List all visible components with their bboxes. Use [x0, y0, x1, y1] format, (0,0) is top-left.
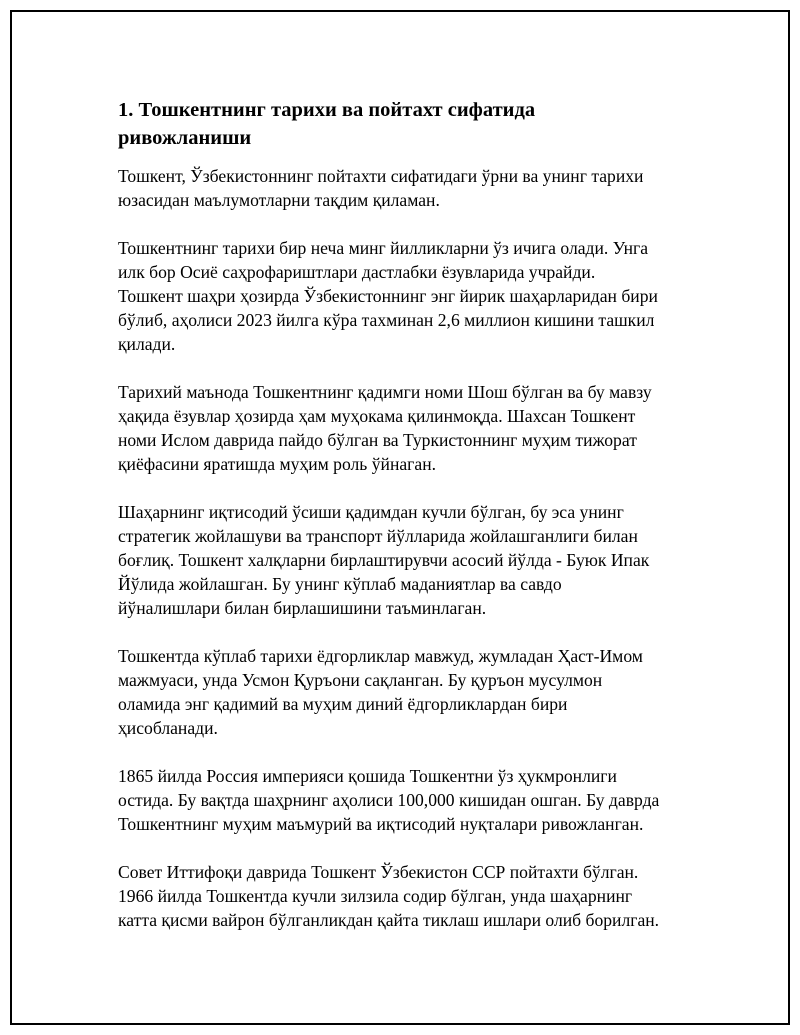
- title-line: ривожланиши: [118, 127, 252, 149]
- paragraph-ancient-name: [118, 380, 698, 476]
- text-line: юзасидан маълумотларни тақдим қиламан.: [118, 190, 440, 210]
- text-line: йўналишлари билан бирлашишини таъминлаган.: [118, 598, 487, 618]
- text-line: Совет Иттифоқи даврида Тошкент Ўзбекистон ССР пойтахти бўлган.: [118, 862, 639, 882]
- text-line: Тошкент шаҳри ҳозирда Ўзбекистоннинг энг йирик шаҳарларидан бири: [118, 286, 658, 306]
- text-line: оламида энг қадимий ва муҳим диний ёдгорликлардан бири: [118, 694, 568, 714]
- text-line: қилади.: [118, 334, 176, 354]
- text-line: стратегик жойлашуви ва транспорт йўлларида жойлашганлиги билан: [118, 526, 638, 546]
- paragraph-russian-empire: [118, 764, 698, 836]
- paragraph-intro: [118, 164, 698, 212]
- text-line: катта қисми вайрон бўлганликдан қайта тиклаш ишлари олиб борилган.: [118, 910, 660, 930]
- text-line: Тошкент, Ўзбекистоннинг пойтахти сифатидаги ўрни ва унинг тарихи: [118, 166, 644, 186]
- text-line: ҳақида ёзувлар ҳозирда ҳам муҳокама қилинмоқда. Шахсан Тошкент: [118, 406, 636, 426]
- text-line: Йўлида жойлашган. Бу унинг кўплаб маданиятлар ва савдо: [118, 574, 562, 594]
- title-line: 1. Тошкентнинг тарихи ва пойтахт сифатида: [118, 99, 536, 121]
- text-line: остида. Бу вақтда шаҳрнинг аҳолиси 100,000 кишидан ошган. Бу даврда: [118, 790, 660, 810]
- text-line: Тошкентнинг муҳим маъмурий ва иқтисодий нуқталари ривожланган.: [118, 814, 644, 834]
- text-line: Шаҳарнинг иқтисодий ўсиши қадимдан кучли бўлган, бу эса унинг: [118, 502, 624, 522]
- text-line: ҳисобланади.: [118, 718, 218, 738]
- text-line: 1966 йилда Тошкентда кучли зилзила содир бўлган, унда шаҳарнинг: [118, 886, 633, 906]
- document-page: [10, 10, 790, 1025]
- text-line: Тарихий маънода Тошкентнинг қадимги номи Шош бўлган ва бу мавзу: [118, 382, 652, 402]
- text-line: илк бор Осиё саҳрофариштлари дастлабки ёзувларида учрайди.: [118, 262, 596, 282]
- text-line: бўлиб, аҳолиси 2023 йилга кўра тахминан 2,6 миллион кишини ташкил: [118, 310, 655, 330]
- text-line: мажмуаси, унда Усмон Қуръони сақланган. Бу қуръон мусулмон: [118, 670, 603, 690]
- paragraph-history: [118, 236, 698, 356]
- text-line: боғлиқ. Тошкент халқларни бирлаштирувчи асосий йўлда - Буюк Ипак: [118, 550, 650, 570]
- text-line: Тошкентнинг тарихи бир неча минг йилликларни ўз ичига олади. Унга: [118, 238, 649, 258]
- paragraph-economy: [118, 500, 698, 620]
- paragraph-soviet-era: [118, 860, 698, 932]
- section-title: [118, 96, 698, 152]
- text-line: 1865 йилда Россия империяси қошида Тошкентни ўз ҳукмронлиги: [118, 766, 617, 786]
- document-body: [118, 96, 698, 956]
- paragraph-monuments: [118, 644, 698, 740]
- text-line: Тошкентда кўплаб тарихи ёдгорликлар мавжуд, жумладан Ҳаст-Имом: [118, 646, 643, 666]
- text-line: қиёфасини яратишда муҳим роль ўйнаган.: [118, 454, 437, 474]
- text-line: номи Ислом даврида пайдо бўлган ва Туркистоннинг муҳим тижорат: [118, 430, 637, 450]
